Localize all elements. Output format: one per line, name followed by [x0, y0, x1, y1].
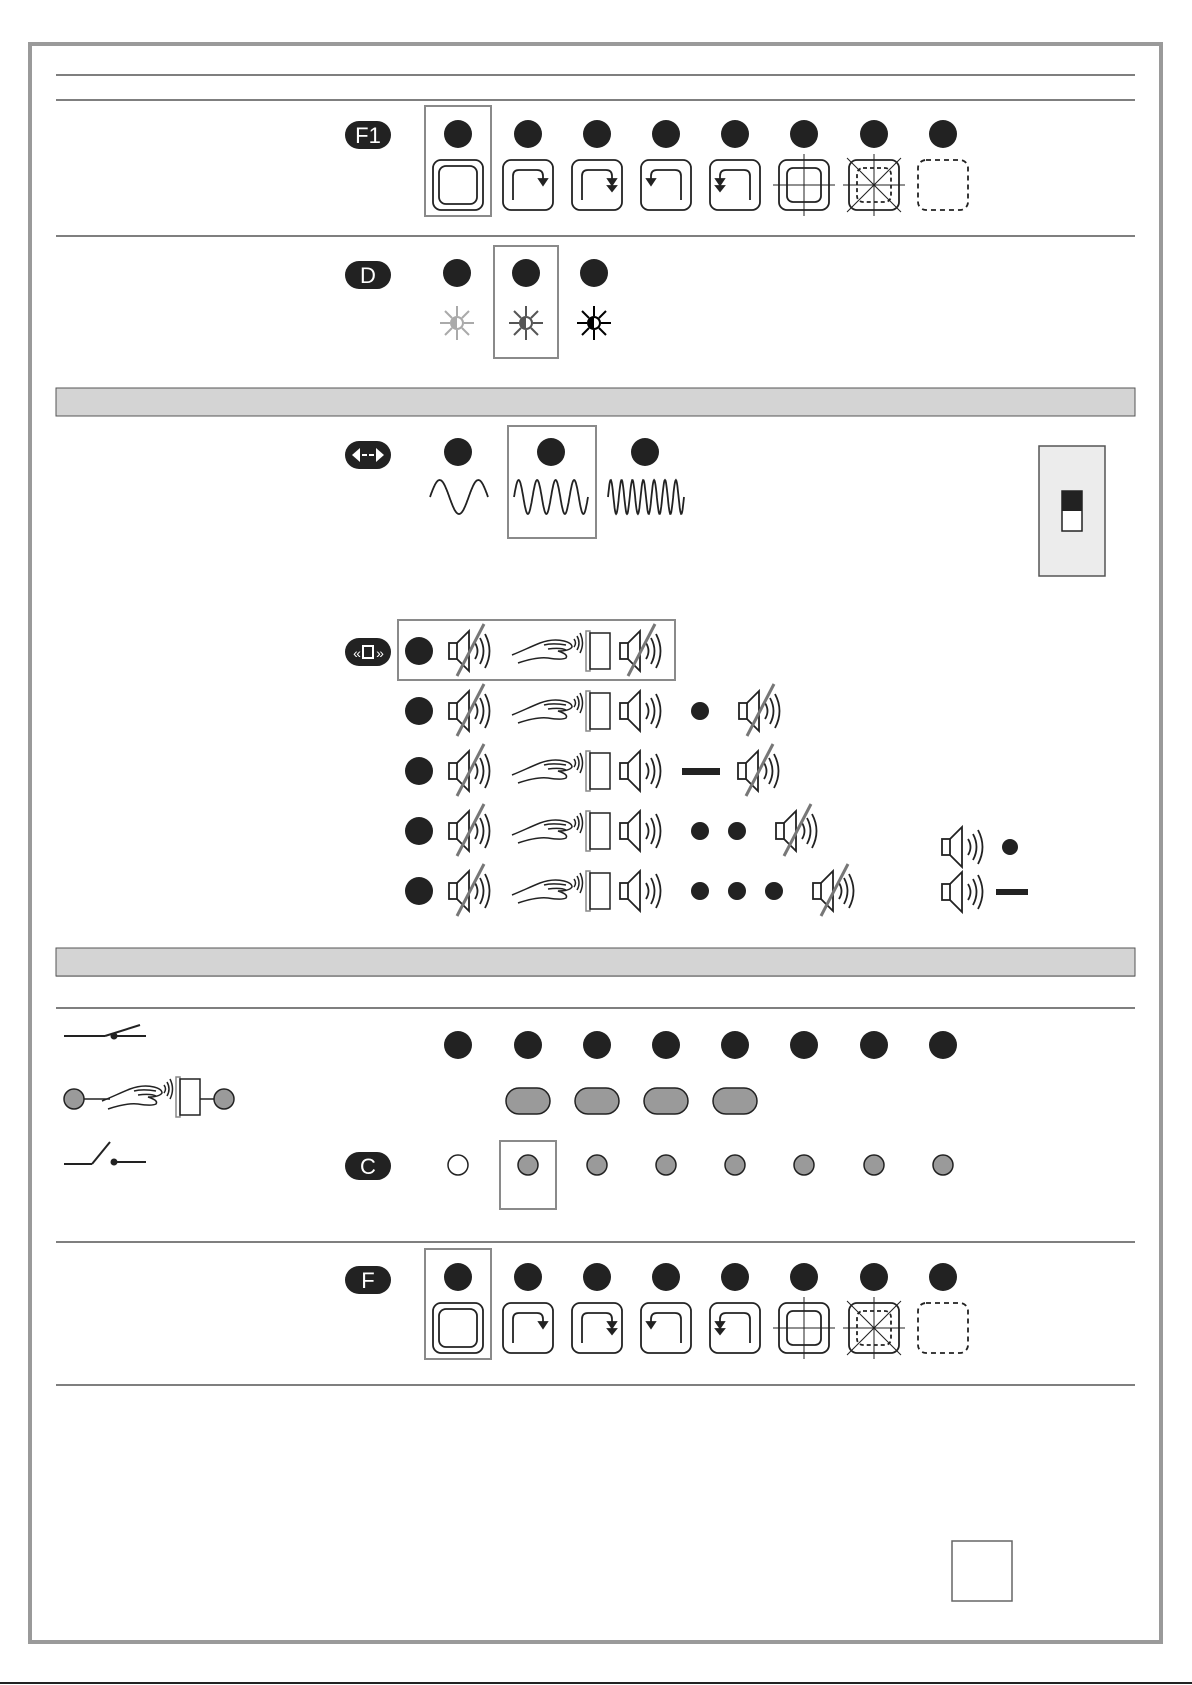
speaker-muted-icon: [620, 624, 661, 676]
cross-diagonal-icon: [843, 154, 905, 216]
acoustic-option-none[interactable]: [405, 624, 661, 676]
short-beep: [728, 882, 746, 900]
contact-option-1[interactable]: [444, 1031, 472, 1175]
f-option-row: [425, 1249, 968, 1359]
long-beep: [682, 768, 720, 775]
indicator-led: [444, 1031, 472, 1059]
indicator-led: [929, 1031, 957, 1059]
grouped-pill: [506, 1088, 550, 1114]
sun-icon: [577, 306, 611, 340]
wave-high-icon: [608, 480, 684, 514]
dip-switch: [1039, 446, 1105, 576]
f1-option-dashed-frame[interactable]: [918, 120, 968, 210]
hand-proximity-icon: [512, 691, 610, 731]
sun-icon: [509, 306, 543, 340]
acoustic-option-short-1[interactable]: [405, 684, 780, 736]
acoustic-rows: [405, 624, 854, 916]
speaker-muted-icon: [449, 744, 490, 796]
f1-option-clockwise-double[interactable]: [572, 120, 622, 210]
clockwise-double-icon: [572, 1303, 622, 1353]
page-number-box: [952, 1541, 1012, 1601]
freq-option-low[interactable]: [430, 438, 488, 514]
indicator-led: [860, 1031, 888, 1059]
led-grey: [933, 1155, 953, 1175]
indicator-led: [405, 637, 433, 665]
section-band-signal: [56, 388, 1135, 416]
led-off: [448, 1155, 468, 1175]
contact-option-4[interactable]: [644, 1031, 688, 1175]
indicator-led: [790, 120, 818, 148]
contact-option-5[interactable]: [713, 1031, 757, 1175]
short-beep: [728, 822, 746, 840]
speaker-icon: [620, 691, 661, 731]
speaker-icon: [620, 751, 661, 791]
speaker-muted-icon: [813, 864, 854, 916]
indicator-led: [929, 120, 957, 148]
indicator-led: [929, 1263, 957, 1291]
indicator-led: [444, 1263, 472, 1291]
indicator-led: [583, 120, 611, 148]
hand-proximity-icon: [512, 871, 610, 911]
speaker-muted-icon: [449, 684, 490, 736]
indicator-led: [514, 120, 542, 148]
f-option-clockwise-double[interactable]: [572, 1263, 622, 1353]
d-badge-label: D: [360, 263, 376, 288]
counterclockwise-double-icon: [710, 160, 760, 210]
indicator-led: [721, 1031, 749, 1059]
counterclockwise-icon: [641, 160, 691, 210]
indicator-led: [405, 877, 433, 905]
acoustic-option-short-2[interactable]: [405, 804, 817, 856]
crosshair-icon: [773, 154, 835, 216]
speaker-muted-icon: [776, 804, 817, 856]
speaker-icon: [942, 872, 983, 912]
crosshair-icon: [773, 1297, 835, 1359]
f-badge-label: F: [361, 1268, 375, 1293]
c-badge: [345, 1152, 391, 1180]
f-option-counterclockwise-double[interactable]: [710, 1263, 760, 1353]
acoustic-option-short-3[interactable]: [405, 864, 854, 916]
f-option-cross-diagonal[interactable]: [843, 1263, 905, 1359]
indicator-led: [721, 1263, 749, 1291]
f-option-constant[interactable]: [433, 1263, 483, 1353]
wave-medium-icon: [514, 480, 588, 514]
short-beep: [691, 822, 709, 840]
indicator-led: [405, 817, 433, 845]
contact-option-7[interactable]: [860, 1031, 888, 1175]
clockwise-icon: [503, 160, 553, 210]
d-badge: [345, 261, 391, 289]
counterclockwise-icon: [641, 1303, 691, 1353]
indicator-led: [405, 697, 433, 725]
counterclockwise-double-icon: [710, 1303, 760, 1353]
speaker-muted-icon: [449, 804, 490, 856]
contact-option-6[interactable]: [790, 1031, 818, 1175]
freq-option-medium[interactable]: [514, 438, 588, 514]
led-grey: [864, 1155, 884, 1175]
c-badge-label: C: [360, 1154, 376, 1179]
contact-option-3[interactable]: [575, 1031, 619, 1175]
acoustic-badge: [345, 638, 391, 666]
contact-led-row: [444, 1031, 957, 1175]
indicator-led: [860, 120, 888, 148]
speaker-muted-icon: [449, 624, 490, 676]
indicator-led: [790, 1031, 818, 1059]
indicator-led: [514, 1031, 542, 1059]
f-option-dashed-frame[interactable]: [918, 1263, 968, 1353]
f1-option-cross-diagonal[interactable]: [843, 120, 905, 216]
indicator-led: [652, 120, 680, 148]
indicator-led: [860, 1263, 888, 1291]
f1-option-row: [425, 106, 968, 216]
speaker-muted-icon: [738, 744, 779, 796]
f-badge: [345, 1266, 391, 1294]
hand-proximity-icon: [102, 1077, 200, 1117]
indicator-led: [790, 1263, 818, 1291]
led-grey: [518, 1155, 538, 1175]
switch-closed-icon: [64, 1025, 146, 1040]
svg-text:«: «: [353, 645, 361, 661]
f-option-counterclockwise[interactable]: [641, 1263, 691, 1353]
f1-option-counterclockwise[interactable]: [641, 120, 691, 210]
speaker-muted-icon: [449, 864, 490, 916]
d-option-low[interactable]: [440, 259, 474, 340]
clockwise-double-icon: [572, 160, 622, 210]
f-option-clockwise[interactable]: [503, 1263, 553, 1353]
speaker-icon: [942, 827, 983, 867]
f1-badge: [345, 121, 391, 149]
d-option-high[interactable]: [577, 259, 611, 340]
d-option-medium[interactable]: [509, 259, 543, 340]
speaker-icon: [620, 811, 661, 851]
constant-icon: [433, 1303, 483, 1353]
freq-option-high[interactable]: [608, 438, 684, 514]
f1-badge-label: F1: [355, 123, 381, 148]
f1-option-clockwise[interactable]: [503, 120, 553, 210]
hand-proximity-icon: [512, 751, 610, 791]
cross-diagonal-icon: [843, 1297, 905, 1359]
indicator-led: [652, 1031, 680, 1059]
indicator-led: [652, 1263, 680, 1291]
switch-open-icon: [64, 1142, 146, 1166]
acoustic-option-long-1[interactable]: [405, 744, 779, 796]
clockwise-icon: [503, 1303, 553, 1353]
svg-text:»: »: [376, 645, 384, 661]
led-grey: [794, 1155, 814, 1175]
legend-long-beep: [996, 889, 1028, 895]
switch-diagram: [64, 1025, 234, 1166]
f1-option-constant[interactable]: [433, 120, 483, 210]
acoustic-selection-frame: [398, 620, 675, 680]
constant-icon: [433, 160, 483, 210]
indicator-led: [405, 757, 433, 785]
acoustic-legend: [942, 827, 1028, 912]
indicator-led: [583, 1031, 611, 1059]
sun-icon: [440, 306, 474, 340]
dashed-frame-icon: [918, 1303, 968, 1353]
indicator-led: [514, 1263, 542, 1291]
indicator-led: [721, 120, 749, 148]
short-beep: [691, 702, 709, 720]
hand-proximity-icon: [512, 811, 610, 851]
f-option-crosshair[interactable]: [773, 1263, 835, 1359]
speaker-muted-icon: [739, 684, 780, 736]
wave-low-icon: [430, 480, 488, 514]
freq-badge: [345, 441, 391, 469]
grouped-pill: [713, 1088, 757, 1114]
led-grey: [656, 1155, 676, 1175]
indicator-led: [583, 1263, 611, 1291]
hand-proximity-icon: [512, 631, 610, 671]
led-grey: [725, 1155, 745, 1175]
indicator-led: [444, 120, 472, 148]
f1-option-crosshair[interactable]: [773, 120, 835, 216]
f1-option-counterclockwise-double[interactable]: [710, 120, 760, 210]
grouped-pill: [575, 1088, 619, 1114]
section-band-contact: [56, 948, 1135, 976]
dashed-frame-icon: [918, 160, 968, 210]
speaker-icon: [620, 871, 661, 911]
contact-option-2[interactable]: [506, 1031, 550, 1175]
led-grey: [587, 1155, 607, 1175]
legend-short-beep: [1002, 839, 1018, 855]
short-beep: [765, 882, 783, 900]
grouped-pill: [644, 1088, 688, 1114]
contact-option-8[interactable]: [929, 1031, 957, 1175]
short-beep: [691, 882, 709, 900]
